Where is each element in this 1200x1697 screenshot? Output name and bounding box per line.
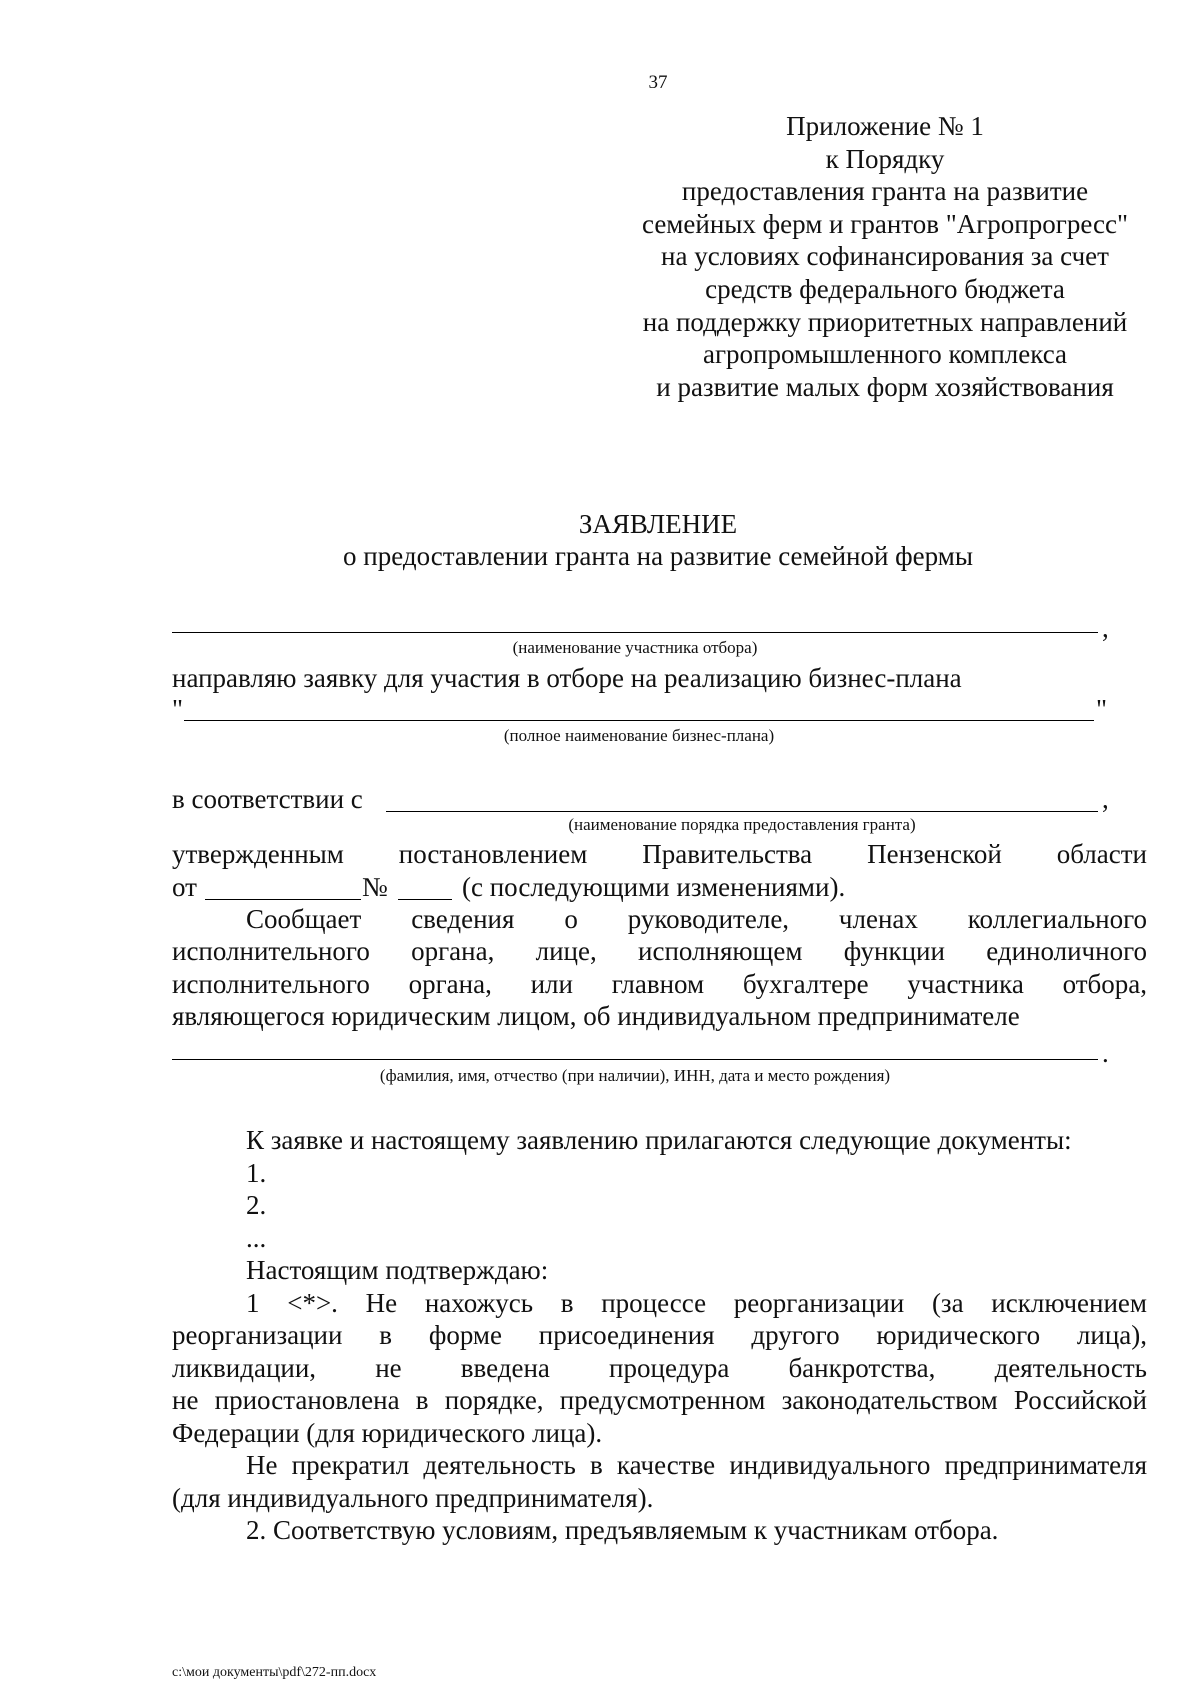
amendments-text: (с последующими изменениями). [462, 872, 846, 902]
quote-open: " [172, 694, 184, 724]
reports-line: являющегося юридическим лицом, об индивидуальном предпринимателе [172, 1001, 1020, 1031]
page-number: 37 [648, 72, 668, 93]
appendix-line: средств федерального бюджета [705, 273, 1065, 304]
title-subtitle: о предоставлении гранта на развитие семейной фермы [343, 541, 973, 571]
attachment-item: 2. [246, 1190, 267, 1220]
confirm-line: Федерации (для юридического лица). [172, 1418, 603, 1448]
quote-close: " [1096, 694, 1108, 724]
appendix-line: к Порядку [825, 143, 945, 174]
reports-line: исполнительного органа, или главном бухгалтере участника отбора, [172, 969, 1147, 999]
reports-line: Сообщает сведения о руководителе, членах коллегиального [246, 904, 1147, 934]
appendix-line: Приложение № 1 [786, 111, 984, 141]
confirm-line: (для индивидуального предпринимателя). [172, 1483, 654, 1513]
send-application-line: направляю заявку для участия в отборе на реализацию бизнес-плана [172, 663, 962, 693]
appendix-header [600, 110, 1170, 403]
resolution-date-field[interactable] [205, 899, 361, 900]
grant-order-caption: (наименование порядка предоставления гранта) [568, 815, 916, 834]
business-plan-caption: (полное наименование бизнес-плана) [503, 726, 775, 745]
title-heading: ЗАЯВЛЕНИЕ [578, 509, 738, 539]
resolution-number-field[interactable] [398, 899, 452, 900]
from-label: от [172, 872, 197, 902]
appendix-line: на поддержку приоритетных направлений [642, 306, 1128, 337]
participant-caption: (наименование участника отбора) [512, 638, 758, 657]
confirm-line: реорганизации в форме присоединения другого юридического лица), [172, 1320, 1147, 1350]
attachments-intro: К заявке и настоящему заявлению прилагаются следующие документы: [246, 1125, 1072, 1155]
attachment-item: 1. [246, 1158, 267, 1188]
confirm-line: ликвидации, не введена процедура банкротства, деятельность [172, 1353, 1147, 1383]
confirm-line: 2. Соответствую условиям, предъявляемым к участникам отбора. [246, 1515, 999, 1545]
person-details-field[interactable] [172, 1059, 1098, 1060]
approved-line: утвержденным постановлением Правительства Пензенской области [172, 839, 1147, 869]
appendix-line: на условиях софинансирования за счет [661, 241, 1109, 272]
grant-order-field[interactable] [386, 811, 1098, 812]
business-plan-field[interactable] [184, 720, 1094, 721]
appendix-line: агропромышленного комплекса [703, 339, 1067, 370]
confirm-intro: Настоящим подтверждаю: [246, 1255, 549, 1285]
person-details-caption: (фамилия, имя, отчество (при наличии), ИНН, дата и место рождения) [379, 1066, 891, 1085]
appendix-line: и развитие малых форм хозяйствования [656, 371, 1114, 402]
period: . [1102, 1038, 1109, 1068]
participant-name-field[interactable] [172, 632, 1098, 633]
appendix-line: предоставления гранта на развитие [681, 176, 1089, 207]
appendix-line: семейных ферм и грантов "Агропрогресс" [642, 208, 1128, 239]
confirm-line: 1 <*>. Не нахожусь в процессе реорганизации (за исключением [246, 1288, 1147, 1318]
reports-line: исполнительного органа, лице, исполняющем функции единоличного [172, 936, 1147, 966]
attachment-item: ... [246, 1223, 267, 1253]
confirm-line: не приостановлена в порядке, предусмотренном законодательством Российской [172, 1385, 1147, 1415]
confirm-line: Не прекратил деятельность в качестве индивидуального предпринимателя [246, 1450, 1147, 1480]
document-title [0, 508, 1200, 572]
in-accordance-label: в соответствии с [172, 784, 363, 814]
number-label: № [362, 872, 388, 902]
file-path-footer: c:\мои документы\pdf\272-пп.docx [172, 1665, 377, 1680]
comma: , [1102, 613, 1109, 643]
comma: , [1102, 784, 1109, 814]
